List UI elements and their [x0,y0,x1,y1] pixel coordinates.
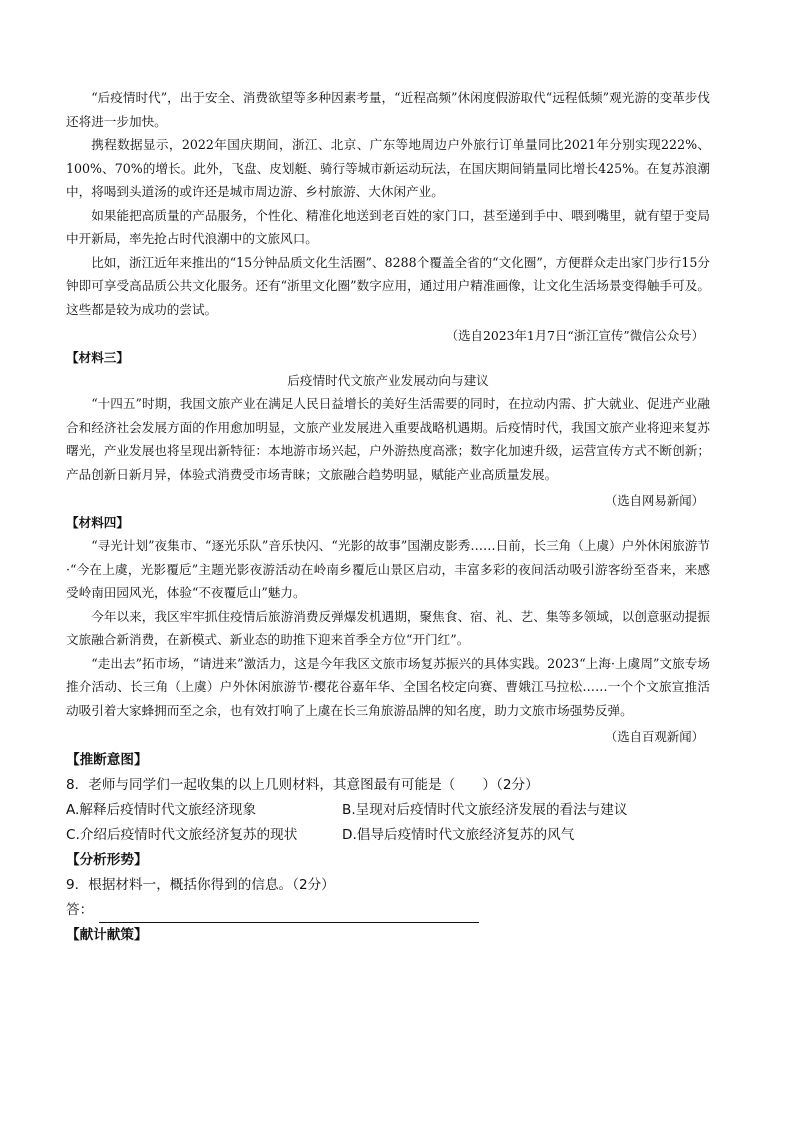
paragraph: “十四五”时期，我国文旅产业在满足人民日益增长的美好生活需要的同时，在拉动内需、扩大就业、促进产业融合和经济社会发展方面的作用愈加明显，文旅产业发展进入重要战略机遇期。后疫情时代，我国文旅产业将迎来复苏曙光，产业发展也将呈现出新特征：本地游市场兴起，户外游热度高涨；数字化加速升级，运营宣传方式不断创新；产品创新日新月异，体验式消费受市场青睐；文旅融合趋势明显，赋能产业高质量发展。 [66,396,710,482]
source-citation: （选自网易新闻） [604,493,704,508]
option-d[interactable]: D.倡导后疫情时代文旅经济复苏的风气 [342,827,575,843]
answer-label: 答： [66,902,94,918]
paragraph: “寻光计划”夜集市、“逐光乐队”音乐快闪、“光影的故事”国潮皮影秀……日前，长三角（上虞）户外休闲旅游节·“今在上虞，光影覆卮”主题光影夜游活动在岭南乡覆卮山景区启动，丰富多彩的夜间活动吸引游客纷至沓来，来感受岭南田园风光，体验“不夜覆卮山”魅力。 [66,538,710,600]
material-tag: 【材料三】 [66,350,129,365]
options-row [66,798,710,823]
material-title: 后疫情时代文旅产业发展动向与建议 [287,373,489,388]
option-a[interactable]: A.解释后疫情时代文旅经济现象 [66,802,257,818]
source-citation: （选自2023年1月7日“浙江宣传”微信公众号） [445,328,704,343]
question-stem: 8．老师与同学们一起收集的以上几则材料，其意图最有可能是（ ）（2分） [66,777,539,793]
material-tag: 【材料四】 [66,515,129,530]
question-stem: 9．根据材料一，概括你得到的信息。（2分） [66,877,335,893]
options-row [66,823,710,848]
paragraph: “后疫情时代”，出于安全、消费欲望等多种因素考量，“近程高频”休闲度假游取代“远程低频”观光游的变革步伐还将进一步加快。 [66,90,710,129]
paragraph: 如果能把高质量的产品服务，个性化、精准化地送到老百姓的家门口，甚至递到手中、喂到嘴里，就有望于变局中开新局，率先抢占时代浪潮中的文旅风口。 [66,207,710,246]
section-heading: 【分析形势】 [66,852,148,868]
paragraph: 今年以来，我区牢牢抓住疫情后旅游消费反弹爆发机遇期，聚焦食、宿、礼、艺、集等多领域，以创意驱动提振文旅融合新消费，在新模式、新业态的助推下迎来首季全方位“开门红”。 [66,608,710,647]
paragraph: “走出去”拓市场，“请进来”激活力，这是今年我区文旅市场复苏振兴的具体实践。2023“上海·上虞周”文旅专场推介活动、长三角（上虞）户外休闲旅游节·樱花谷嘉年华、全国名校定向赛、曹娥江马拉松……一个个文旅宣推活动吸引着大家蜂拥而至之余，也有效打响了上虞在长三角旅游品牌的知名度，助力文旅市场强势反弹。 [66,655,710,718]
section-heading: 【献计献策】 [66,927,148,943]
answer-line[interactable] [99,904,479,923]
source-citation: （选自百观新闻） [604,729,704,744]
paragraph: 比如，浙江近年来推出的“15分钟品质文化生活圈”、8288个覆盖全省的“文化圈”，方便群众走出家门步行15分钟即可享受高品质公共文化服务。还有“浙里文化圈”数字应用，通过用户精准画像，让文化生活场景变得触手可及。这些都是较为成功的尝试。 [66,254,710,317]
answer-row [66,898,710,923]
section-heading: 【推断意图】 [66,752,148,768]
paragraph: 携程数据显示，2022年国庆期间，浙江、北京、广东等地周边户外旅行订单量同比2021年分别实现222%、100%、70%的增长。此外，飞盘、皮划艇、骑行等城市新运动玩法，在国庆期间销量同比增长425%。在复苏浪潮中，将喝到头道汤的或许还是城市周边游、乡村旅游、大休闲产业。 [66,137,710,199]
option-b[interactable]: B.呈现对后疫情时代文旅经济发展的看法与建议 [342,802,628,818]
option-c[interactable]: C.介绍后疫情时代文旅经济复苏的现状 [66,827,298,843]
